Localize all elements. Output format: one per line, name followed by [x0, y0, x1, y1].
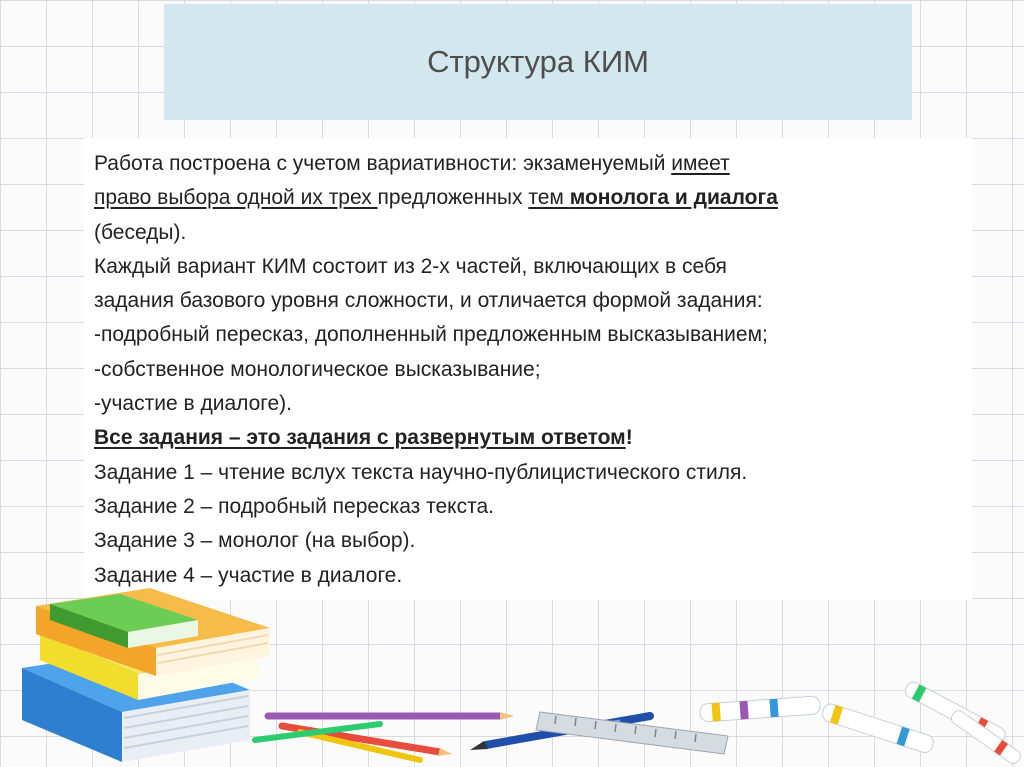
- task-1: Задание 1 – чтение вслух текста научно-публицистического стиля.: [94, 460, 748, 484]
- emphasis-text: Все задания – это задания с развернутым ответом: [94, 426, 626, 450]
- underlined-topics: тем: [528, 186, 570, 210]
- task-3: Задание 3 – монолог (на выбор).: [94, 529, 416, 553]
- intro-text: Работа построена с учетом вариативности: экзаменуемый: [94, 152, 672, 175]
- books-icon: [22, 588, 270, 762]
- body-line-4: Каждый вариант КИМ состоит из 2-х частей, включающих в себя: [94, 254, 727, 278]
- underlined-has: имеет: [671, 152, 730, 175]
- body-line-6: -подробный пересказ, дополненный предложенным высказыванием;: [94, 323, 768, 347]
- bold-monologue-dialogue: монолога и диалога: [569, 186, 778, 210]
- pencils-icon: [255, 712, 514, 760]
- task-2: Задание 2 – подробный пересказ текста.: [94, 494, 494, 518]
- markers-icon: [700, 680, 1023, 766]
- task-4: Задание 4 – участие в диалоге.: [94, 563, 403, 587]
- body-line-7: -собственное монологическое высказывание;: [94, 357, 541, 381]
- slide-title: Структура КИМ: [427, 44, 649, 79]
- body-line-5: задания базового уровня сложности, и отличается формой задания:: [94, 289, 763, 313]
- body-line-8: -участие в диалоге).: [94, 392, 293, 416]
- body-line-3: (беседы).: [94, 220, 187, 244]
- underlined-choice: право выбора одной их трех: [94, 186, 378, 210]
- emphasis-exclamation: !: [625, 426, 633, 450]
- offered-text: предложенных: [377, 186, 529, 210]
